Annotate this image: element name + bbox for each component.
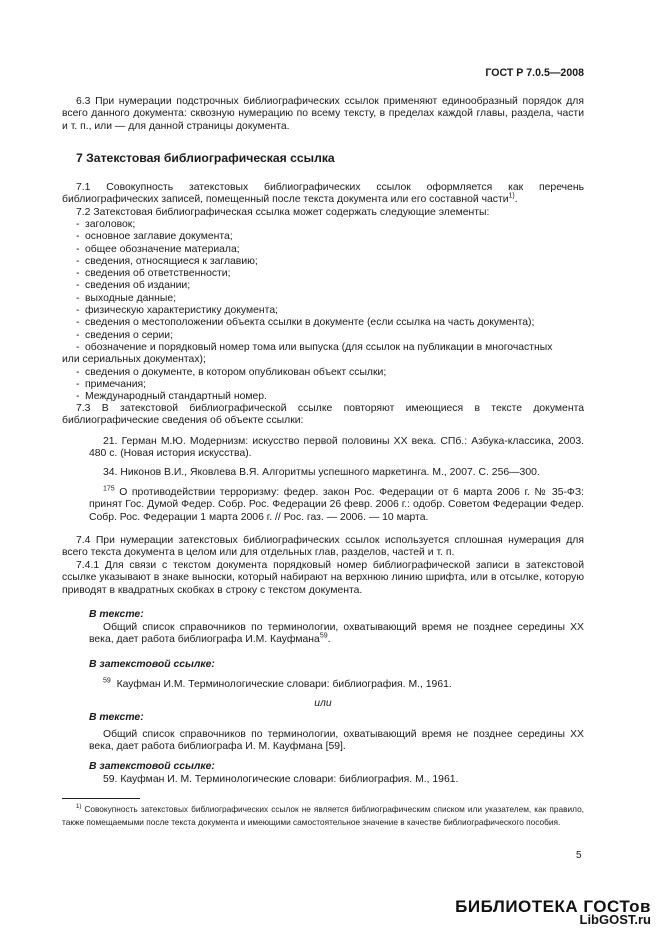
watermark-title: БИБЛИОТЕКА ГОСТов — [455, 897, 651, 916]
example-175 — [89, 487, 584, 524]
list-item: - примечания; — [76, 378, 147, 390]
sample2-label-ref: В затекстовой ссылке: — [89, 761, 215, 772]
footnote — [62, 803, 584, 829]
list-item-continuation: или сериальных документах); — [62, 354, 206, 366]
list-item: - физическую характеристику документа; — [76, 305, 278, 317]
list-item: - Международный стандартный номер. — [76, 391, 267, 403]
example-34: 34. Никонов В.И., Яковлева В.Я. Алгоритмы успешного маркетинга. М., 2007. С. 256—300. — [103, 467, 540, 478]
example-175-number: 175 — [103, 485, 115, 493]
list-item: - сведения об издании; — [76, 280, 191, 292]
list-item: - основное заглавие документа; — [76, 231, 233, 243]
footnote-separator — [62, 798, 140, 799]
example-175-text: О противодействии терроризму: федер. закон Рос. Федерации от 6 марта 2006 г. № 35-ФЗ: принят Гос. Думой Федер. Собр. Рос. Федерации 26 февр. 2006 г.: одобр. Советом Федерации Федер. Собр. Рос. Федерации 1 марта 2006 г. // Рос. газ. — 2006. — 10 марта. — [89, 487, 584, 523]
sample2-ref: 59. Кауфман И. М. Терминологические словари: библиография. М., 1961. — [103, 774, 459, 785]
footnote-text: Совокупность затекстовых библиографических ссылок не является библиографическим списком или указателем, как правило, также помещаемыми после текста документа и имеющими самостоятельное значение в качестве библиографического пособия. — [62, 804, 584, 827]
list-item: - сведения об ответственности; — [76, 268, 231, 280]
list-item: - выходные данные; — [76, 292, 177, 304]
section-7-heading: 7 Затекстовая библиографическая ссылка — [76, 151, 335, 165]
document-code: ГОСТ Р 7.0.5—2008 — [485, 67, 584, 79]
list-item: - сведения, относящиеся к заглавию; — [76, 255, 258, 267]
watermark-site: LibGOST.ru — [579, 912, 651, 928]
list-item: - сведения о местоположении объекта ссылки в документе (если ссылка на часть документа); — [76, 317, 535, 329]
paragraph-7-1-end: . — [514, 194, 518, 206]
paragraph-7-4: 7.4 При нумерации затекстовых библиографических ссылок используется сплошная нумерация для всего текста документа в целом или для отдельных глав, разделов, частей и т. п. — [62, 535, 584, 559]
paragraph-7-1 — [62, 182, 584, 207]
list-item: - общее обозначение материала; — [76, 243, 240, 255]
paragraph-6-3: 6.3 При нумерации подстрочных библиографических ссылок применяют единообразный порядок для всего данного документа: сквозную нумерацию по всему тексту, в пределах каждой главы, раздела, части и т. п., или — для данной страницы документа. — [62, 96, 584, 132]
paragraph-7-2: 7.2 Затекстовая библиографическая ссылка может содержать следующие элементы: — [76, 207, 490, 218]
paragraph-7-1-text: 7.1 Совокупность затекстовых библиографических ссылок оформляется как перечень библиографических записей, помещенный после текста документа или его составной части — [62, 182, 584, 206]
sample1-text: Общий список справочников по терминологии, охватывающий время не позднее середины XX века, дает работа библиографа И.М. Кауфмана$^{59}$. — [89, 622, 584, 646]
ref-number-59: 59 — [103, 677, 111, 685]
paragraph-7-4-1: 7.4.1 Для связи с текстом документа порядковый номер библиографической записи в затекстовой ссылке указывают в знаке выноски, который набирают на верхнюю линию шрифта, или в отсылке, которую приводят в квадратных скобках в строку с текстом документа. — [62, 560, 584, 596]
list-item: - обозначение и порядковый номер тома или выпуска (для ссылок на публикации в многочастных — [76, 341, 553, 353]
list-item: - заголовок; — [76, 219, 136, 230]
sample1-ref: $^{59}$ Кауфман И.М. Терминологические словари: библиография. М., 1961. — [103, 677, 452, 690]
list-item: - сведения о серии; — [76, 329, 173, 341]
elements-list — [62, 219, 584, 403]
paragraph-7-3: 7.3 В затекстовой библиографической ссылке повторяют имеющиеся в тексте документа библиографические сведения об объекте ссылки: — [62, 403, 584, 427]
footnote-mark: 1) — [76, 804, 82, 811]
sample2-text: Общий список справочников по терминологии, охватывающий время не позднее середины XX века, дает работа библиографа И. М. Кауфмана [59]. — [89, 729, 584, 753]
or-separator: или — [314, 698, 332, 709]
watermark-logo — [455, 897, 651, 928]
footnote-ref-1: 1) — [508, 192, 515, 200]
callout-59: 59 — [319, 632, 328, 640]
list-item: - сведения о документе, в котором опубликован объект ссылки; — [76, 366, 387, 378]
example-21: 21. Герман М.Ю. Модернизм: искусство первой половины XX века. СПб.: Азбука-классика, 2003. 480 с. (Новая история искусства). — [89, 436, 584, 460]
sample1-label-text: В тексте: — [89, 609, 144, 620]
sample2-label-text: В тексте: — [89, 712, 144, 723]
page-number: 5 — [576, 850, 582, 861]
sample1-label-ref: В затекстовой ссылке: — [89, 659, 215, 670]
